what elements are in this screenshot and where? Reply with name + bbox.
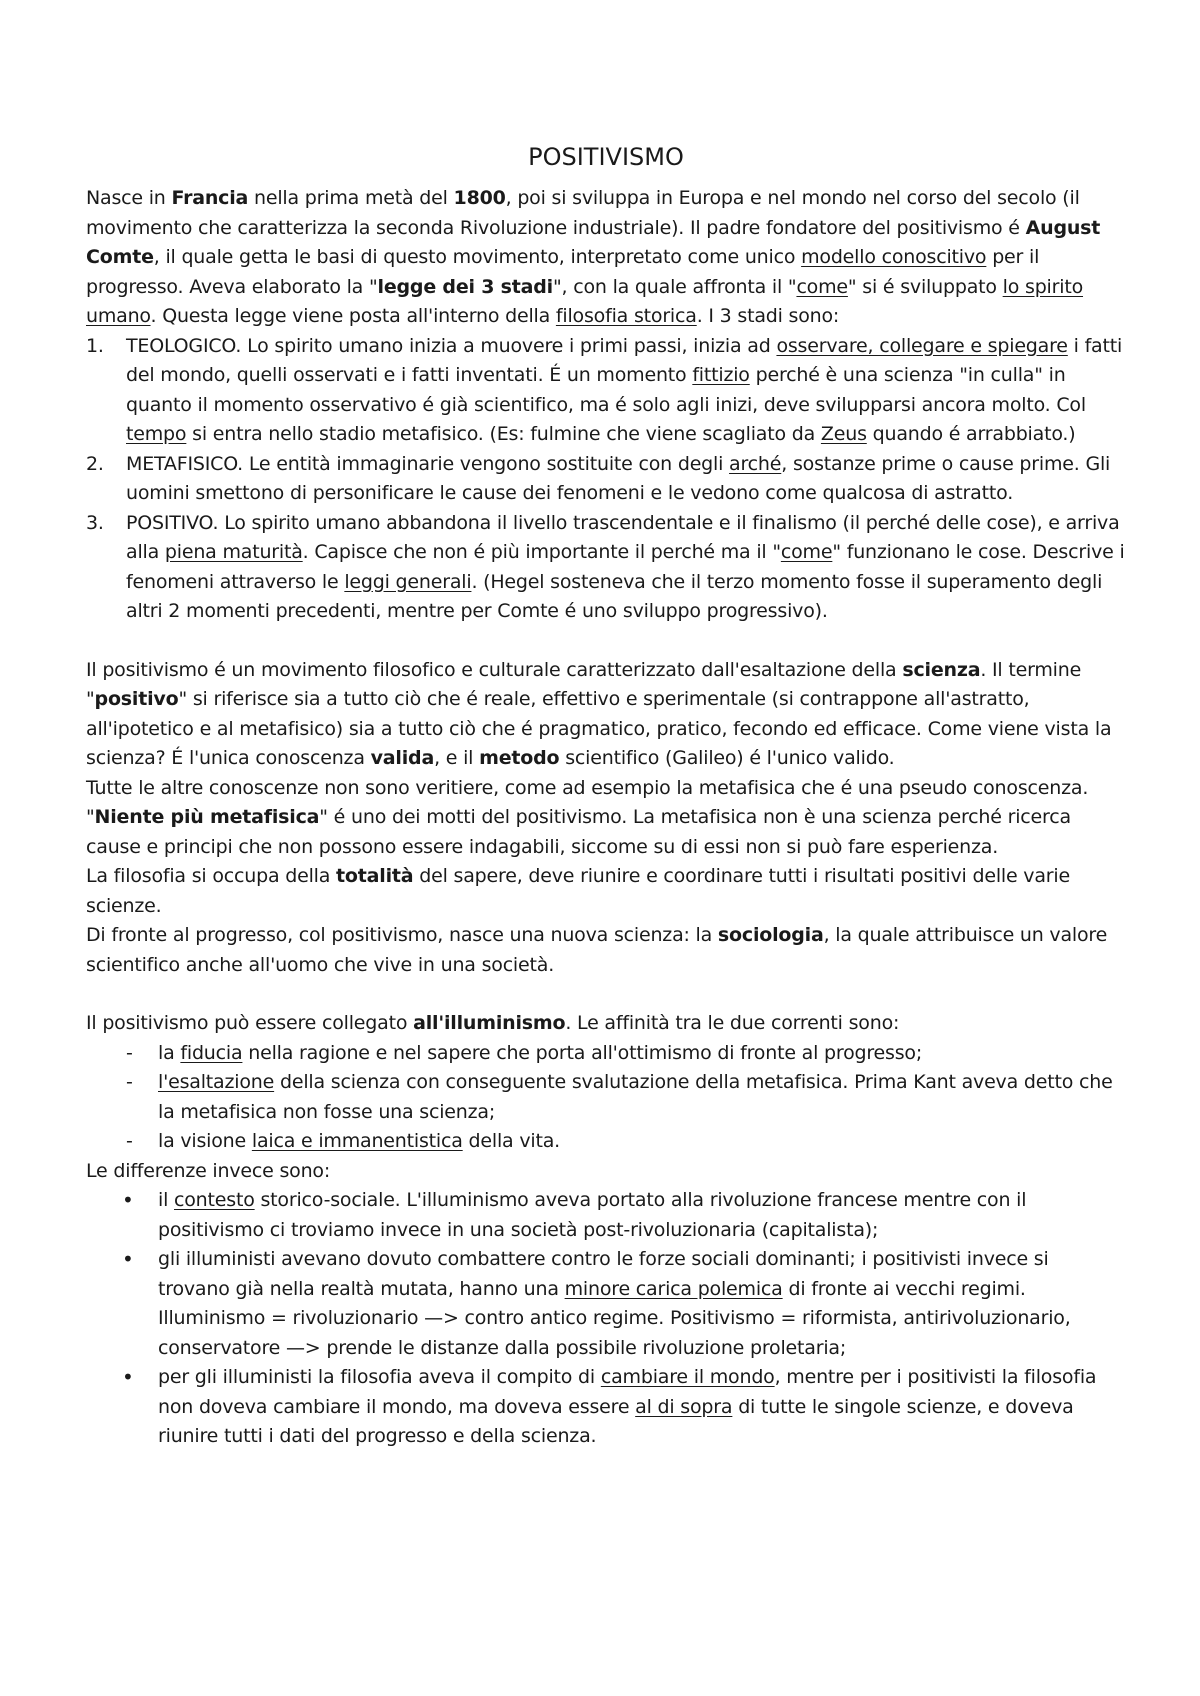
science-paragraph: Il positivismo é un movimento filosofico e culturale caratterizzato dall'esaltazione della scienza. Il termine "positivo" si riferisce sia a tutto ciò che é reale, effettivo e sperimentale (si contrappone all'astratto, all'ipotetico e al metafisico) sia a tutto ciò che é pragmatico, pratico, fecondo ed efficace. Come viene vista la scienza? É l'unica conoscenza valida, e il metodo scientifico (Galileo) é l'unico valido.: [86, 658, 1112, 769]
list-item: - la visione laica e immanentistica della vita.: [126, 1130, 560, 1152]
sociology-paragraph: Di fronte al progresso, col positivismo, nasce una nuova scienza: la sociologia, la quale attribuisce un valore scientifico anche all'uomo che vive in una società.: [86, 924, 1108, 976]
list-item: - la fiducia nella ragione e nel sapere che porta all'ottimismo di fronte al progresso;: [126, 1041, 923, 1064]
document-page: [86, 140, 1126, 1452]
list-item: 1. TEOLOGICO. Lo spirito umano inizia a muovere i primi passi, inizia ad osservare, collegare e spiegare i fatti del mondo, quelli osservati e i fatti inventati. É un momento fittizio perché è una scienza "in culla" in quanto il momento osservativo é già scientifico, ma é solo agli inizi, deve svilupparsi ancora molto. Col tempo si entra nello stadio metafisico. (Es: fulmine che viene scagliato da Zeus quando é arrabbiato.): [86, 334, 1123, 445]
enlightenment-paragraph: Il positivismo può essere collegato all'illuminismo. Le affinità tra le due correnti sono:: [86, 1012, 900, 1034]
list-item: • per gli illuministi la filosofia aveva il compito di cambiare il mondo, mentre per i positivisti la filosofia non doveva cambiare il mondo, ma doveva essere al di sopra di tutte le singole scienze, e doveva riunire tutti i dati del progresso e della scienza.: [122, 1365, 1097, 1447]
list-item: • gli illuministi avevano dovuto combattere contro le forze sociali dominanti; i positivisti invece si trovano già nella realtà mutata, hanno una minore carica polemica di fronte ai vecchi regimi. Illuminismo = rivoluzionario —> contro antico regime. Positivismo = riformista, antirivoluzionario, conservatore —> prende le distanze dalla possibile rivoluzione proletaria;: [122, 1247, 1071, 1359]
list-item: - l'esaltazione della scienza con conseguente svalutazione della metafisica. Prima Kant aveva detto che la metafisica non fosse una scienza;: [126, 1071, 1113, 1123]
list-item: 2. METAFISICO. Le entità immaginarie vengono sostituite con degli arché, sostanze prime o cause prime. Gli uomini smettono di personificare le cause dei fenomeni e le vedono come qualcosa di astratto.: [86, 452, 1111, 504]
stages-list: [86, 332, 1126, 627]
page-title: POSITIVISMO: [528, 143, 684, 171]
differences-intro: Le differenze invece sono:: [86, 1159, 331, 1182]
differences-list: [86, 1186, 1126, 1452]
list-item: • il contesto storico-sociale. L'illuminismo aveva portato alla rivoluzione francese mentre con il positivismo ci troviamo invece in una società post-rivoluzionaria (capitalista);: [122, 1188, 1027, 1241]
metaphysics-paragraph: Tutte le altre conoscenze non sono veritiere, come ad esempio la metafisica che é una pseudo conoscenza. "Niente più metafisica" é uno dei motti del positivismo. La metafisica non è una scienza perché ricerca cause e principi che non possono essere indagabili, siccome su di essi non si può fare esperienza.: [86, 776, 1089, 858]
philosophy-paragraph: La filosofia si occupa della totalità del sapere, deve riunire e coordinare tutti i risultati positivi delle varie scienze.: [86, 865, 1070, 917]
list-item: 3. POSITIVO. Lo spirito umano abbandona il livello trascendentale e il finalismo (il perché delle cose), e arriva alla piena maturità. Capisce che non é più importante il perché ma il "come" funzionano le cose. Descrive i fenomeni attraverso le leggi generali. (Hegel sosteneva che il terzo momento fosse il superamento degli altri 2 momenti precedenti, mentre per Comte é uno sviluppo progressivo).: [86, 511, 1125, 622]
affinities-list: [86, 1039, 1126, 1157]
intro-paragraph: Nasce in Francia nella prima metà del 1800, poi si sviluppa in Europa e nel mondo nel corso del secolo (il movimento che caratterizza la seconda Rivoluzione industriale). Il padre fondatore del positivismo é August Comte, il quale getta le basi di questo movimento, interpretato come unico modello conoscitivo per il progresso. Aveva elaborato la "legge dei 3 stadi", con la quale affronta il "come" si é sviluppato lo spirito umano. Questa legge viene posta all'interno della filosofia storica. I 3 stadi sono:: [86, 187, 1101, 327]
